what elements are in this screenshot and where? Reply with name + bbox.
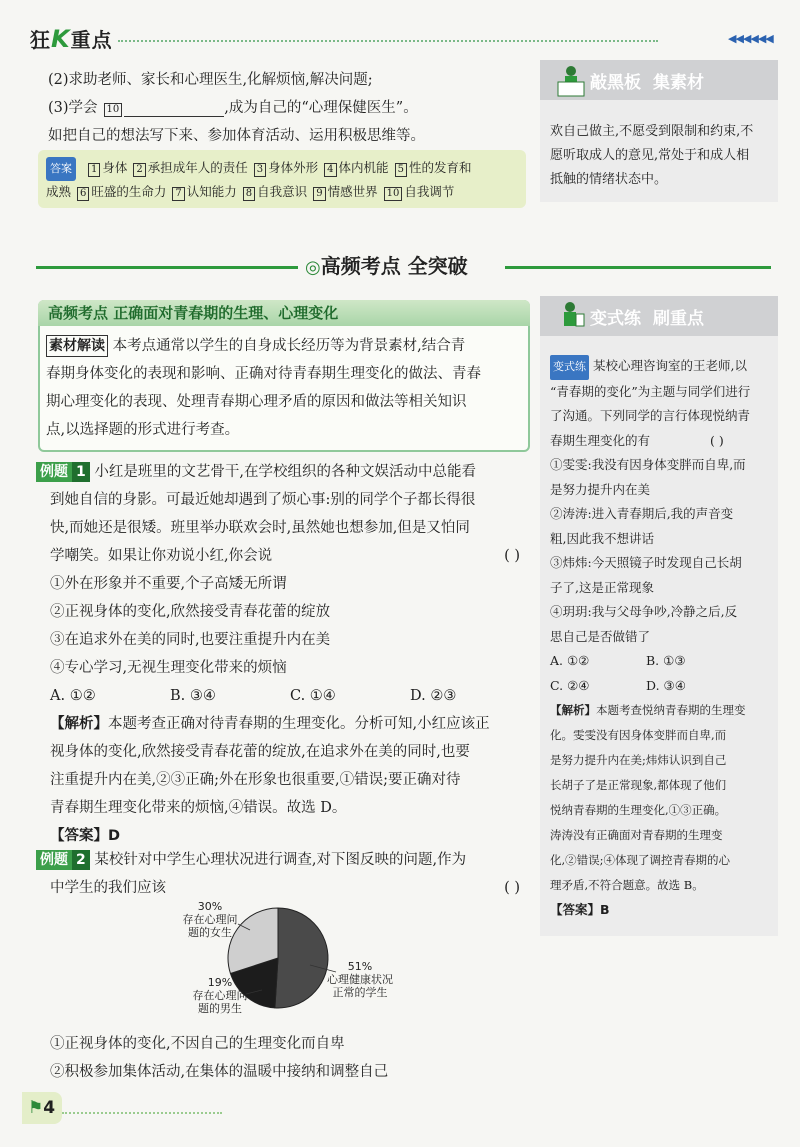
- answer-box: [38, 150, 526, 208]
- top-line-2: (2)求助老师、家长和心理医生,化解烦恼,解决问题;: [48, 72, 373, 88]
- section-divider-left: [36, 266, 298, 269]
- panel1-line: 抵触的情绪状态中。: [550, 172, 668, 187]
- section-title: ◎高频考点 全突破: [305, 254, 468, 278]
- answer-tag: 答案: [46, 157, 76, 181]
- kaodian-body: 素材解读 本考点通常以学生的自身成长经历等为背景素材,结合青 春期身体变化的表现和影响、正确对待青春期生理变化的做法、青春 期心理变化的表现、处理青春期心理矛盾的原因和做法等相关知识 点,以选择题的形式进行考查。: [46, 332, 522, 444]
- pie-label: 题的女生: [188, 926, 232, 939]
- header-arrows-icon: ◀◀◀◀◀◀: [728, 32, 773, 45]
- pie-label: 30%: [197, 900, 223, 913]
- header-divider: [118, 40, 658, 42]
- pie-slice: [275, 908, 328, 1008]
- pie-label: 正常的学生: [332, 986, 388, 999]
- bianshi-tag: 变式练: [550, 355, 589, 380]
- kaodian-header: 高频考点 正确面对青春期的生理、心理变化: [38, 300, 530, 326]
- panel-bianshilian-header: 变式练 刷重点: [540, 296, 778, 336]
- pie-label: 心理健康状况: [327, 973, 393, 986]
- material-tag: 素材解读: [46, 335, 108, 357]
- top-line-3: (3)学会 10 ,成为自己的“心理保健医生”。: [48, 100, 418, 116]
- pie-label: 存在心理问: [192, 989, 248, 1002]
- flag-icon: ⚑: [28, 1098, 44, 1118]
- example-2-options: ①正视身体的变化,不因自己的生理变化而自卑 ②积极参加集体活动,在集体的温暖中接纳和调整自己: [50, 1036, 389, 1080]
- panel-qiaoheiban-header: 敲黑板 集素材: [540, 60, 778, 100]
- pie-label: 51%: [347, 960, 373, 973]
- student-icon: [556, 300, 586, 334]
- panel1-line: 愿听取成人的意见,常处于和成人相: [550, 148, 750, 163]
- pie-label: 19%: [207, 976, 233, 989]
- pie-chart: [150, 900, 410, 1030]
- page-number: ⚑4: [28, 1098, 56, 1118]
- brand-logo: 狂K重点: [30, 25, 113, 53]
- example-2: 例题 2 某校针对中学生心理状况进行调查,对下图反映的问题,作为 中学生的我们应该 ( ): [36, 846, 528, 902]
- footer-divider: [62, 1112, 222, 1114]
- top-line-4: 如把自己的想法写下来、参加体育活动、运用积极思维等。: [48, 128, 425, 144]
- pie-label: 题的男生: [198, 1002, 242, 1015]
- answer-line-1: 答案 1 身体 2 承担成年人的责任 3 身体外形 4 体内机能 5 性的发育和: [46, 156, 471, 181]
- example-1: 例题 1 小红是班里的文艺骨干,在学校组织的各种文娱活动中总能看 到她自信的身影。可最近她却遇到了烦心事:别的同学个子都长得很 快,而她还是很矮。班里举办联欢会时,虽然她也想参加,但是又怕同 学嘲笑。如果让你劝说小红,你会说 ( ) ①外在形象并不重要,个子高矮无所谓 ②正视身体的变化,欣然接受青春花蕾的绽放 ③在追求外在美的同时,也要注重提升内在美 ④专心学习,无视生理变化带来的烦恼 A. ①② B. ③④ C. ①④ D. ②③ 【解析】本题考查正确对待青春期的生理变化。分析可知,小红应该正 视身体的变化,欣然接受青春花蕾的绽放,在追求外在美的同时,也要 注重提升内在美,②③正确;外在形象也很重要,①错误;要正确对待 青春期生理变化带来的烦恼,④错误。故选 D。 【答案】D: [36, 458, 528, 850]
- section-divider-right: [505, 266, 771, 269]
- panel-bianshilian: 变式练 刷重点 变式练 某校心理咨询室的王老师,以 “青春期的变化”为主题与同学们进行 了沟通。下列同学的言行体现悦纳青 春期生理变化的有 ( ) ①雯雯:我没有因身体变胖而自卑,而 是努力提升内在美 ②涛涛:进入青春期后,我的声音变 粗,因此我不想讲话 ③炜炜:今天照镜子时发现自己长胡 子了,这是正常现象 ④玥玥:我与父母争吵,冷静之后,反 思自己是否做错了 A. ①② B. ①③ C. ②④ D. ③④ 【解析】本题考查悦纳青春期的生理变 化。雯雯没有因身体变胖而自卑,而 是努力提升内在美;炜炜认识到自己 长胡子了是正常现象,都体现了他们 悦纳青春期的生理变化,①③正确。 涛涛没有正确面对青春期的生理变 化,②错误;④体现了调控青春期的心 理矛盾,不符合题意。故选 B。 【答案】B: [540, 296, 778, 936]
- answer-line-2: 成熟 6 旺盛的生命力 7 认知能力 8 自我意识 9 情感世界 10 自我调节: [46, 184, 455, 199]
- spiral-icon: ◎: [305, 257, 321, 278]
- panel1-line: 欢自己做主,不愿受到限制和约束,不: [550, 124, 754, 139]
- pie-label: 存在心理问: [182, 913, 238, 926]
- teacher-icon: [556, 64, 586, 98]
- panel-qiaoheiban: [540, 60, 778, 202]
